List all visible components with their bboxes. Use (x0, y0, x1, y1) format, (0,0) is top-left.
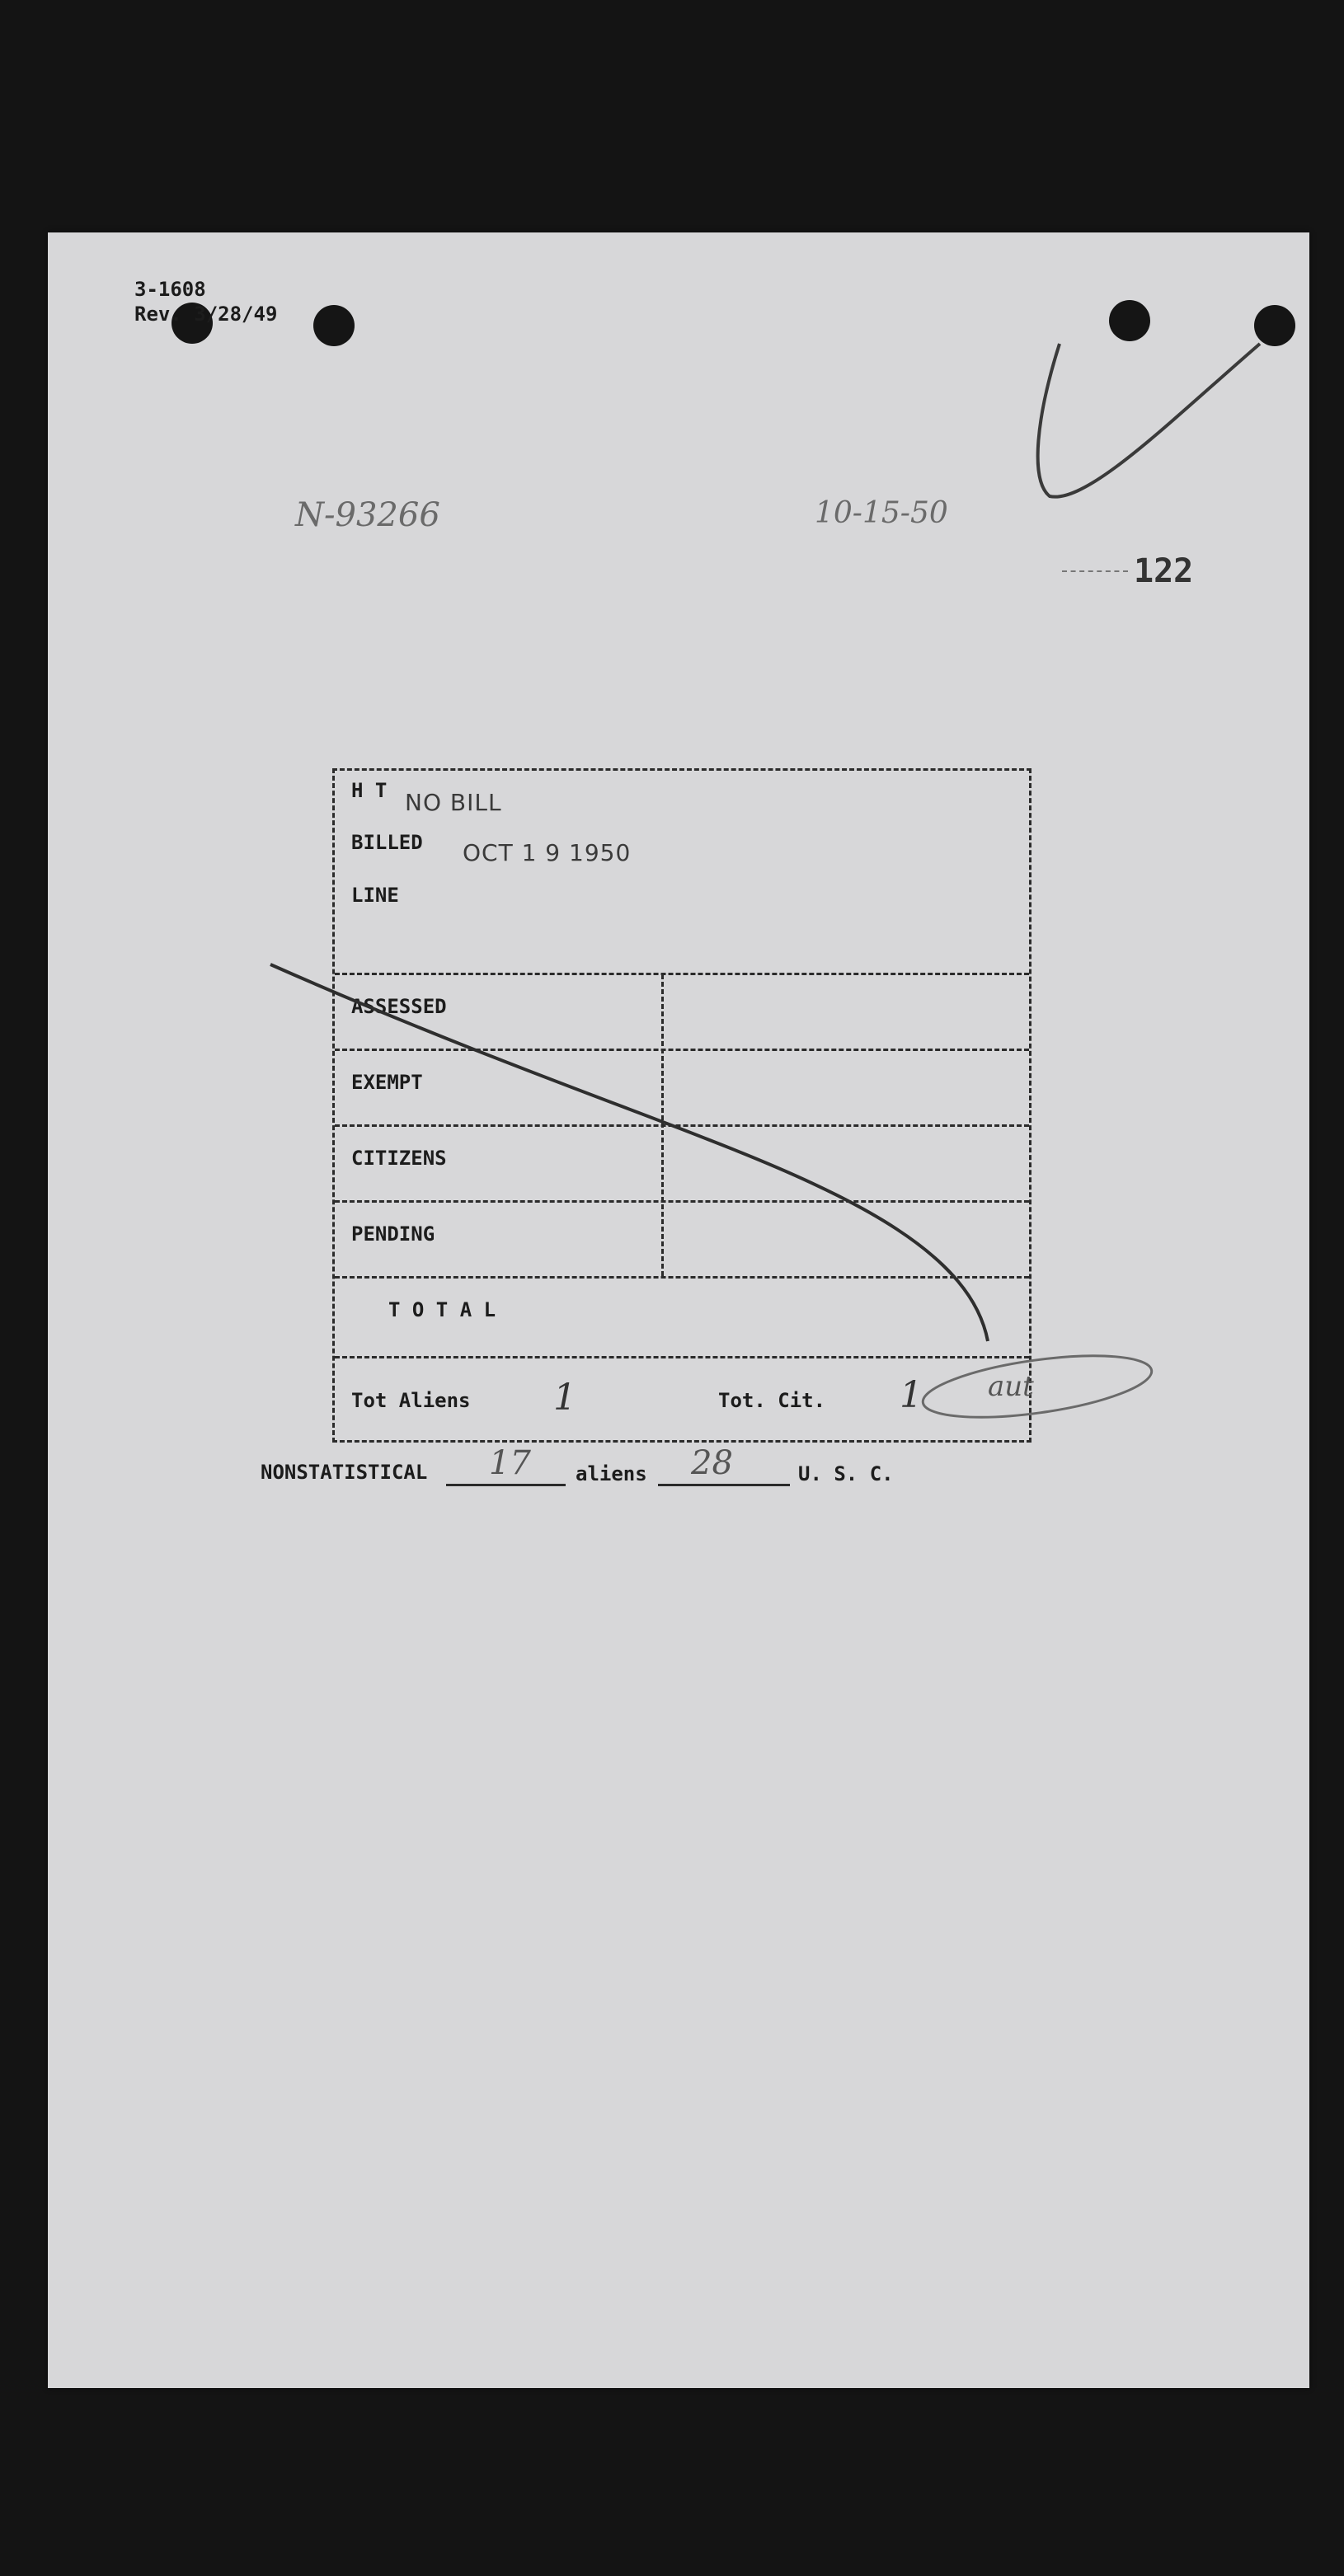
nonstat-aliens-blank (446, 1484, 566, 1486)
form-revision: Rev. 3/28/49 (134, 303, 278, 326)
tot-aliens-label: Tot Aliens (351, 1389, 471, 1412)
divider (335, 973, 1029, 975)
tot-cit-label: Tot. Cit. (718, 1389, 826, 1412)
divider (335, 1276, 1029, 1279)
billed-label: BILLED (351, 831, 423, 854)
ht-label: H T (351, 779, 388, 802)
usc-value: 28 (691, 1444, 733, 1482)
no-bill-stamp: NO BILL (405, 789, 502, 816)
initials: aut (988, 1370, 1034, 1403)
tally-form (332, 768, 1031, 1443)
file-number: N-93266 (295, 496, 440, 534)
usc-blank (658, 1484, 790, 1486)
divider (335, 1124, 1029, 1127)
form-number: 3-1608 (134, 278, 206, 301)
page-number: 122 (1134, 552, 1194, 590)
usc-label: U. S. C. (798, 1462, 894, 1485)
aliens-label: aliens (576, 1462, 647, 1485)
pending-label: PENDING (351, 1222, 435, 1246)
tot-cit-value: 1 (900, 1374, 923, 1416)
punch-hole (313, 305, 355, 346)
column-divider (661, 974, 664, 1276)
punch-hole (1254, 305, 1295, 346)
document-page (48, 232, 1309, 2388)
nonstatistical-label: NONSTATISTICAL (261, 1461, 428, 1484)
divider (335, 1200, 1029, 1203)
line-label: LINE (351, 884, 399, 907)
assessed-label: ASSESSED (351, 995, 447, 1018)
tot-aliens-value: 1 (553, 1377, 576, 1419)
entry-date: 10-15-50 (815, 496, 948, 530)
divider (335, 1356, 1029, 1358)
page-number-dash (1062, 570, 1128, 572)
punch-hole (1109, 300, 1150, 341)
billed-date-stamp: OCT 1 9 1950 (463, 839, 632, 866)
citizens-label: CITIZENS (351, 1147, 447, 1170)
exempt-label: EXEMPT (351, 1071, 423, 1094)
total-label: T O T A L (388, 1298, 496, 1321)
divider (335, 1049, 1029, 1051)
nonstat-aliens-value: 17 (489, 1444, 531, 1482)
